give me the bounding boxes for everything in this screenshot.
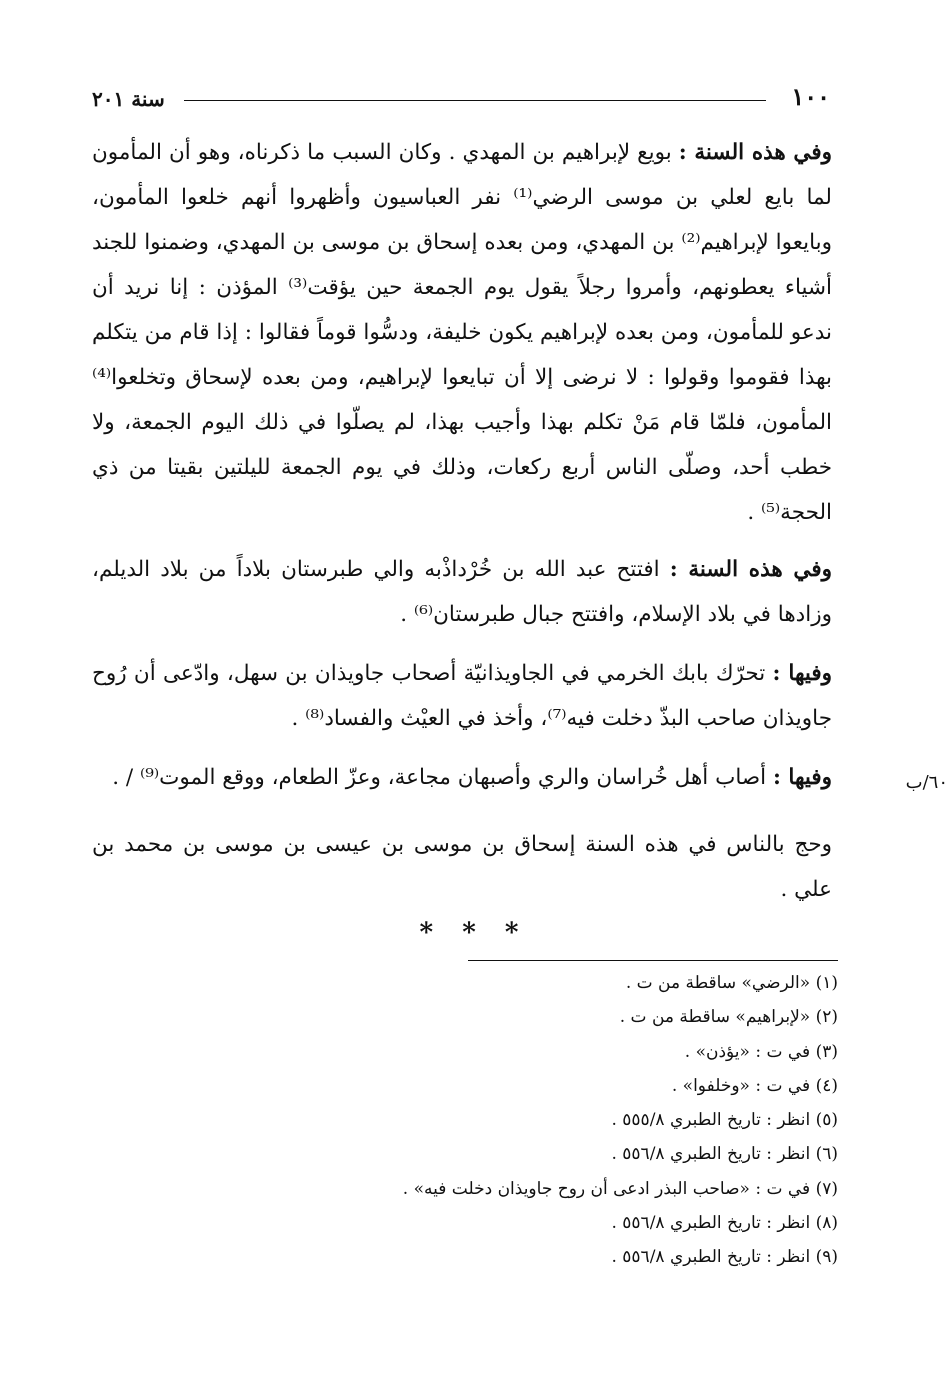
footnote: (٢) «لإبراهيم» ساقطة من ت . bbox=[619, 1007, 838, 1028]
paragraph-text: وحج بالناس في هذه السنة إسحاق بن موسى بن عيسى بن موسى بن محمد بن علي . bbox=[92, 832, 832, 902]
paragraph-3 bbox=[92, 651, 832, 741]
footnote: (٧) في ت : «صاحب البذر ادعى أن روح جاويذان دخلت فيه» . bbox=[402, 1178, 838, 1199]
paragraph-lead: وفي هذه السنة : bbox=[669, 557, 832, 582]
page-number: ١٠٠ bbox=[791, 82, 830, 111]
footnote: (٨) انظر : تاريخ الطبري ٥٥٦/٨ . bbox=[611, 1213, 838, 1234]
footnote: (١) «الرضي» ساقطة من ت . bbox=[625, 973, 838, 993]
footnotes bbox=[238, 966, 838, 1275]
paragraph-4 bbox=[92, 755, 832, 800]
manuscript-folio-note: ٦٠/ب bbox=[905, 772, 948, 793]
section-separator: * * * bbox=[419, 918, 529, 948]
footnote: (٦) انظر : تاريخ الطبري ٥٥٦/٨ . bbox=[611, 1144, 838, 1165]
paragraph-5 bbox=[92, 822, 832, 912]
footnote: (٣) في ت : «يؤذن» . bbox=[684, 1041, 838, 1062]
paragraph-2 bbox=[92, 547, 832, 637]
paragraph-lead: وفيها : bbox=[772, 765, 832, 790]
header-rule bbox=[184, 100, 766, 101]
paragraph-lead: وفي هذه السنة : bbox=[678, 140, 832, 165]
paragraph-1 bbox=[92, 130, 832, 535]
footnote: (٩) انظر : تاريخ الطبري ٥٥٦/٨ . bbox=[611, 1247, 838, 1268]
main-text bbox=[92, 130, 832, 912]
paragraph-text: أصاب أهل خُراسان والري وأصبهان مجاعة، وعزّ الطعام، ووقع الموت⁽⁹⁾ / . bbox=[112, 765, 773, 790]
running-header bbox=[92, 82, 830, 116]
footnote: (٥) انظر : تاريخ الطبري ٥٥٥/٨ . bbox=[611, 1110, 838, 1131]
year-label: سنة ٢٠١ bbox=[92, 87, 165, 111]
paragraph-text: تحرّك بابك الخرمي في الجاويذانيّة أصحاب جاويذان بن سهل، وادّعى أن رُوح جاويذان صاحب البذّ دخلت فيه⁽⁷⁾، وأخذ في العيْث والفساد⁽⁸⁾ . bbox=[92, 661, 832, 731]
paragraph-text: بويع لإبراهيم بن المهدي . وكان السبب ما ذكرناه، وهو أن المأمون لما بايع لعلي بن موسى الرضي⁽¹⁾ نفر العباسيون وأظهروا أنهم خلعوا المأمون، وبايعوا لإبراهيم⁽²⁾ بن المهدي، ومن بعده إسحاق بن موسى بن المهدي، وضمنوا للجند أشياء يعطونهم، وأمروا رجلاً يقول يوم الجمعة حين يؤقت⁽³⁾ المؤذن : إنا نريد أن ندعو للمأمون، ومن بعده لإبراهيم يكون خليفة، ودسُّوا قوماً فقالوا : إذا قام من يتكلم بهذا فقوموا وقولوا : لا نرضى إلا أن تبايعوا لإبراهيم، ومن بعده لإسحاق وتخلعوا⁽⁴⁾ المأمون، فلمّا قام مَنْ تكلم بهذا وأجيب بهذا، لم يصلّوا في ذلك اليوم الجمعة، ولا خطب أحد، وصلّى الناس أربع ركعات، وذلك في يوم الجمعة لليلتين بقيتا من ذي الحجة⁽⁵⁾ . bbox=[92, 140, 833, 525]
paragraph-text: افتتح عبد الله بن خُرْداذْبه والي طبرستان بلاداً من بلاد الديلم، وزادها في بلاد الإسلام، وافتتح جبال طبرستان⁽⁶⁾ . bbox=[92, 557, 832, 627]
footnote-rule bbox=[468, 960, 838, 961]
paragraph-lead: وفيها : bbox=[772, 661, 832, 686]
footnote: (٤) في ت : «وخلفوا» . bbox=[671, 1075, 838, 1096]
